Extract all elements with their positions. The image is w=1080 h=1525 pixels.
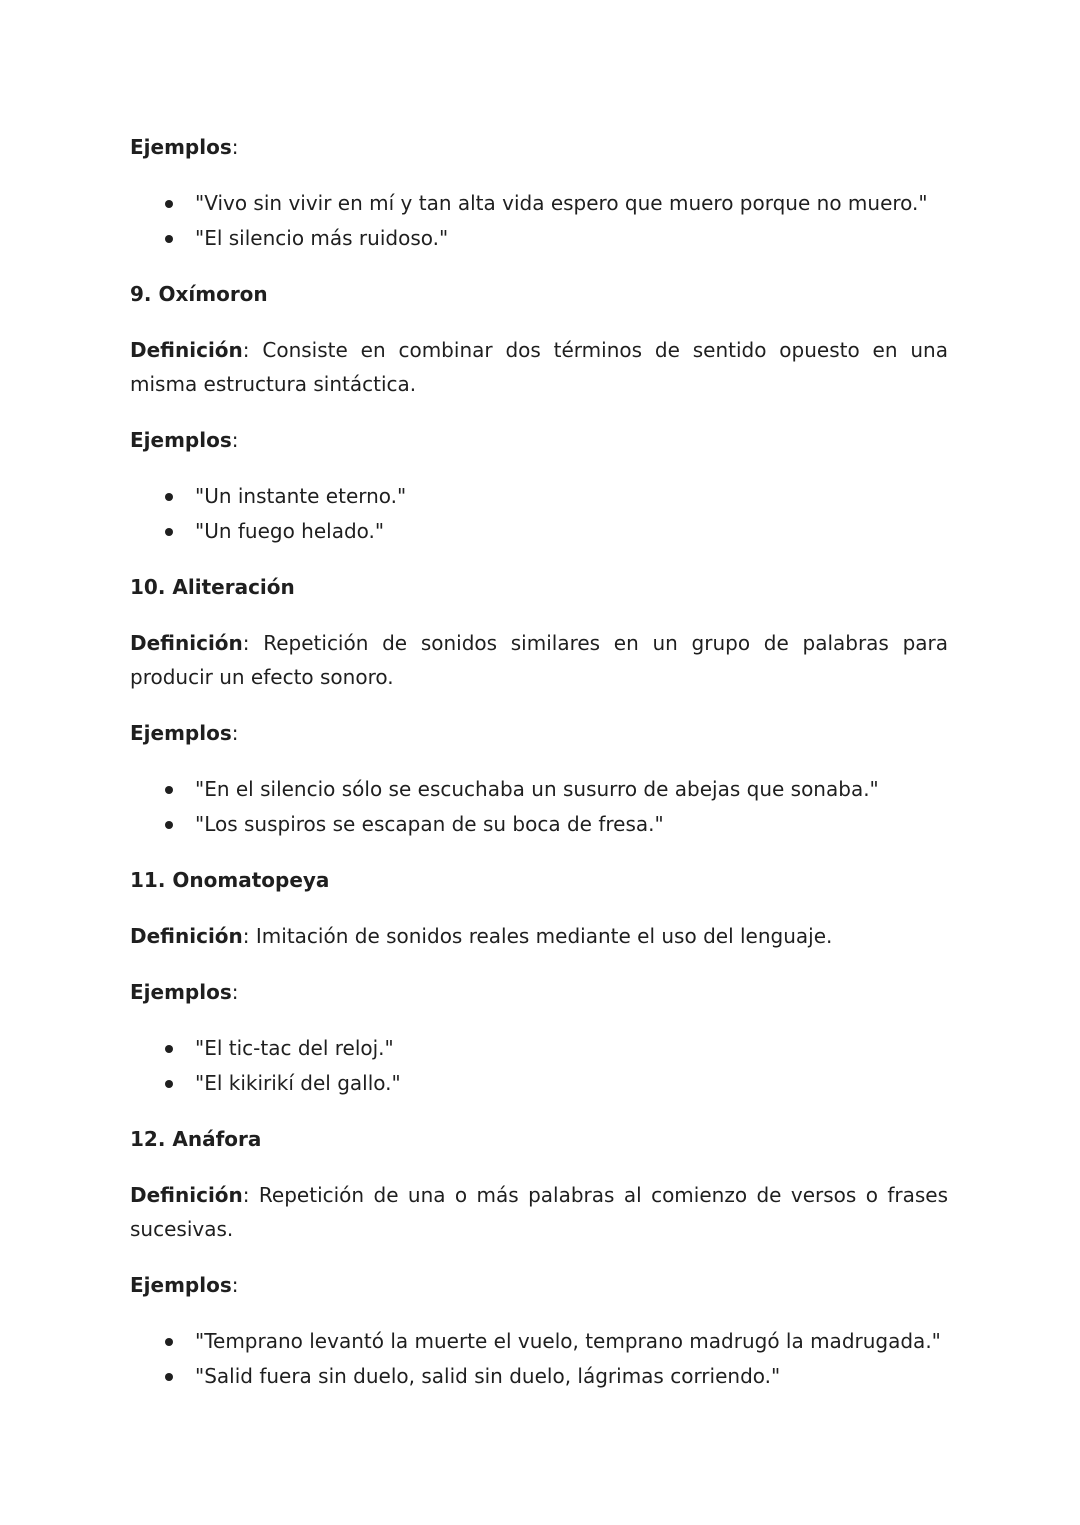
list-item: "El silencio más ruidoso." — [165, 221, 948, 256]
examples-list — [130, 186, 948, 256]
bullet-icon — [165, 493, 173, 501]
list-item: "El tic-tac del reloj." — [165, 1031, 948, 1066]
bullet-icon — [165, 200, 173, 208]
section-heading-oximoron: 9. Oxímoron — [130, 282, 268, 306]
section-heading-aliteracion: 10. Aliteración — [130, 575, 295, 599]
list-item: "Salid fuera sin duelo, salid sin duelo, lágrimas corriendo." — [165, 1359, 948, 1394]
bullet-icon — [165, 786, 173, 794]
list-item: "Los suspiros se escapan de su boca de fresa." — [165, 807, 948, 842]
bullet-icon — [165, 1338, 173, 1346]
list-item: "Un instante eterno." — [165, 479, 948, 514]
list-item: "Temprano levantó la muerte el vuelo, temprano madrugó la madrugada." — [165, 1324, 948, 1359]
examples-list — [130, 479, 948, 549]
list-item: "En el silencio sólo se escuchaba un susurro de abejas que sonaba." — [165, 772, 948, 807]
section-heading-onomatopeya: 11. Onomatopeya — [130, 868, 330, 892]
examples-label: Ejemplos: — [130, 980, 239, 1004]
bullet-icon — [165, 1080, 173, 1088]
bullet-icon — [165, 235, 173, 243]
examples-label: Ejemplos: — [130, 428, 239, 452]
examples-label: Ejemplos: — [130, 721, 239, 745]
document-page — [130, 130, 948, 1394]
definition-oximoron: Definición: Consiste en combinar dos términos de sentido opuesto en una misma estructura sintáctica. — [130, 338, 948, 396]
definition-onomatopeya: Definición: Imitación de sonidos reales mediante el uso del lenguaje. — [130, 924, 833, 948]
examples-list — [130, 1031, 948, 1101]
examples-label: Ejemplos: — [130, 1273, 239, 1297]
examples-list — [130, 772, 948, 842]
bullet-icon — [165, 821, 173, 829]
list-item: "Vivo sin vivir en mí y tan alta vida espero que muero porque no muero." — [165, 186, 948, 221]
bullet-icon — [165, 1045, 173, 1053]
examples-label: Ejemplos: — [130, 135, 239, 159]
list-item: "El kikirikí del gallo." — [165, 1066, 948, 1101]
bullet-icon — [165, 528, 173, 536]
definition-anafora: Definición: Repetición de una o más palabras al comienzo de versos o frases sucesivas. — [130, 1183, 948, 1241]
bullet-icon — [165, 1373, 173, 1381]
definition-aliteracion: Definición: Repetición de sonidos similares en un grupo de palabras para producir un efecto sonoro. — [130, 631, 948, 689]
list-item: "Un fuego helado." — [165, 514, 948, 549]
examples-list — [130, 1324, 948, 1394]
section-heading-anafora: 12. Anáfora — [130, 1127, 262, 1151]
